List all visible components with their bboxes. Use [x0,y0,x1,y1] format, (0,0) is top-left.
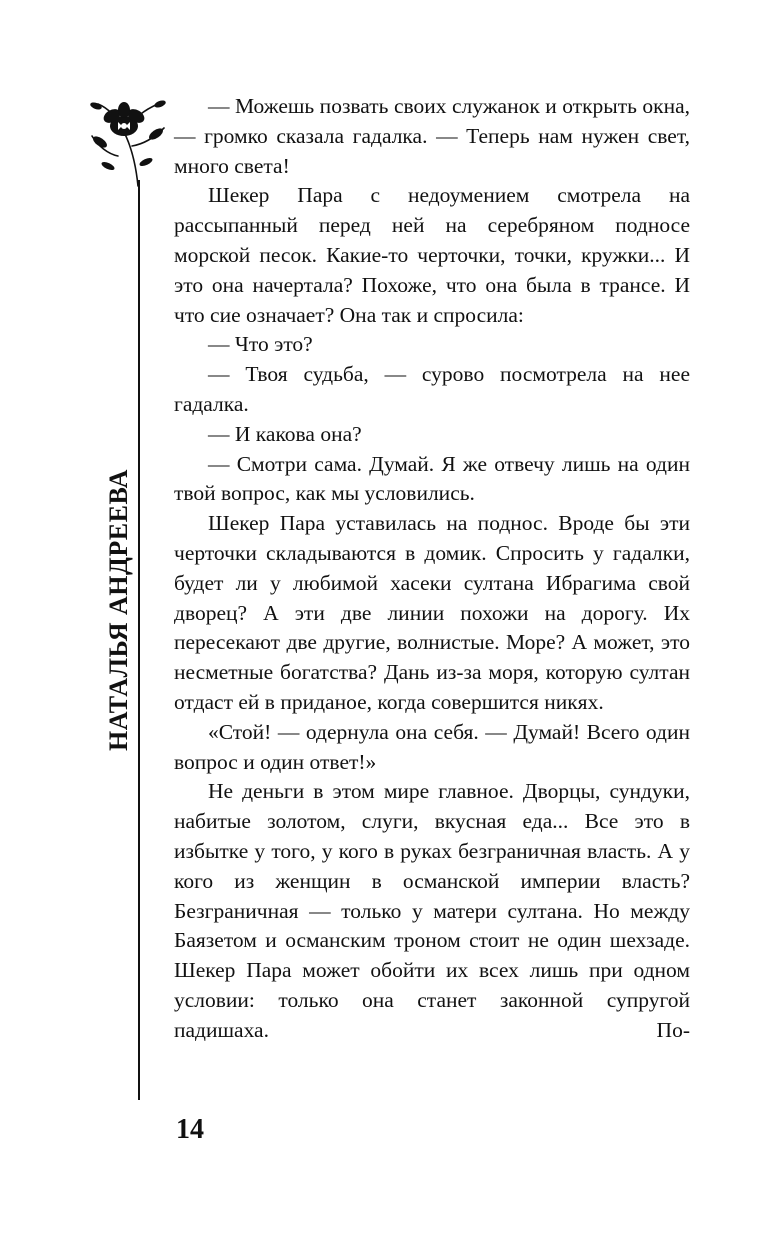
running-head [104,460,134,760]
paragraph: Шекер Пара уставилась на поднос. Вроде бы эти черточки складываются в домик. Спросить у гадалки, будет ли у любимой хасеки султана Ибрагима свой дворец? А эти две линии похожи на дорогу. Их пересекают две другие, волнистые. Море? А может, это несметные богатства? Дань из-за моря, которую султан отдаст ей в приданое, когда совершится никях. [174,511,690,714]
paragraph: — И какова она? [208,421,362,446]
paragraph: Не деньги в этом мире главное. Дворцы, сундуки, набитые золотом, слуги, вкусная еда... Все это в избытке у того, у кого в руках безграничная власть. А у кого из женщин в османской империи власть? Безграничная — только у матери султана. Но между Баязетом и османским троном стоит не один шехзаде. Шекер Пара может обойти их всех лишь при одном условии: только она станет законной супругой падишаха. По- [174,779,690,1042]
paragraph: — Смотри сама. Думай. Я же отвечу лишь на один твой вопрос, как мы условились. [174,451,690,506]
paragraph: — Твоя судьба, — сурово посмотрела на нее гадалка. [174,362,690,416]
paragraph: — Можешь позвать своих служанок и открыть окна, — громко сказала гадалка. — Теперь нам нужен свет, много света! [174,94,690,178]
paragraph: Шекер Пара с недоумением смотрела на рассыпанный перед ней на серебряном подносе морской песок. Какие-то черточки, точки, кружки... И это она начертала? Похоже, что она была в трансе. И что сие означает? Она так и спросила: [174,183,690,327]
body-text [174,92,690,1046]
page-number: 14 [176,1114,204,1145]
paragraph: — Что это? [208,332,313,357]
vertical-rule [138,180,140,1100]
author-name: НАТАЛЬЯ АНДРЕЕВА [104,469,133,751]
flower-ornament-icon [78,86,178,194]
paragraph: «Стой! — одернула она себя. — Думай! Всего один вопрос и один ответ!» [174,719,690,774]
